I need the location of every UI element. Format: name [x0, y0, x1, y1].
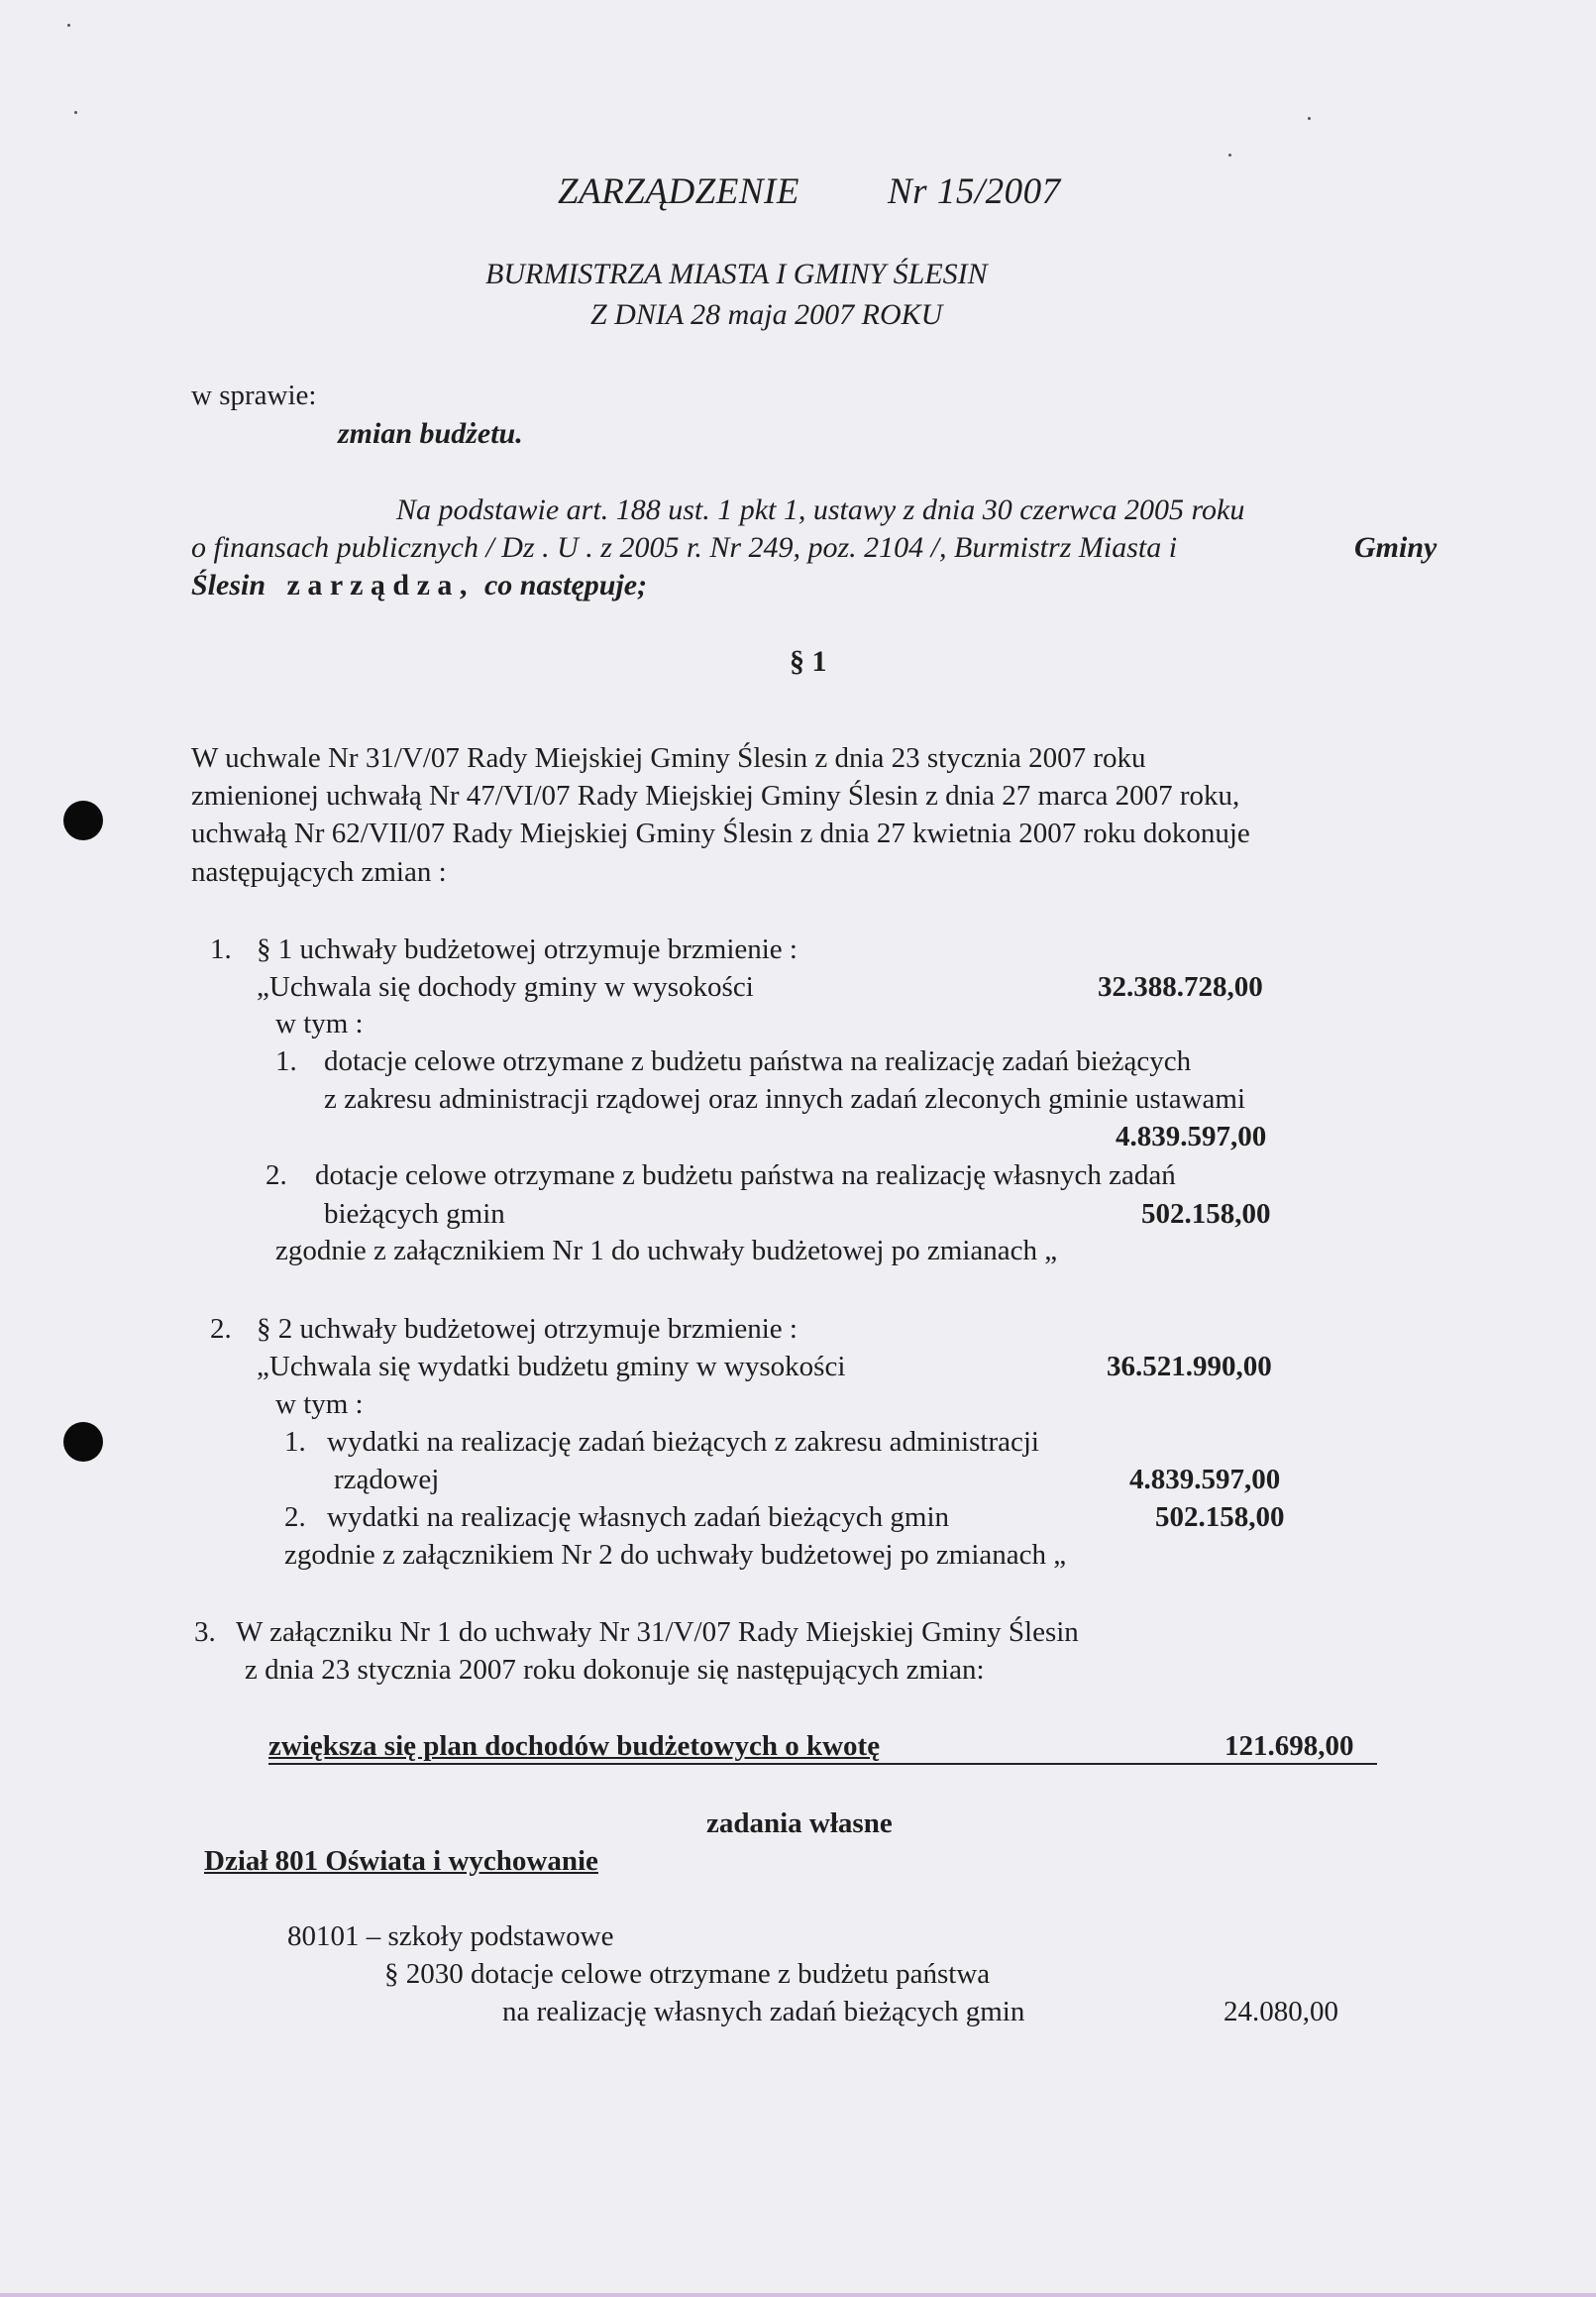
point3-line-1: W załączniku Nr 1 do uchwały Nr 31/V/07 Rady Miejskiej Gminy Ślesin [236, 1616, 1079, 1648]
title-left: ZARZĄDZENIE [558, 171, 799, 212]
point1-sub2-number: 2. [266, 1159, 287, 1191]
point2-sub1-line-2: rządowej [334, 1464, 440, 1495]
point2-sub2-number: 2. [284, 1501, 306, 1533]
preamble-follows: co następuje; [483, 569, 648, 602]
subtitle-issuer: BURMISTRZA MIASTA I GMINY ŚLESIN [485, 258, 988, 290]
point1-sub2-amount: 502.158,00 [1141, 1198, 1271, 1230]
preamble-line-2: o finansach publicznych / Dz . U . z 2005 r. Nr 249, poz. 2104 /, Burmistrz Miasta i [191, 531, 1178, 564]
point1-sub1-line-1: dotacje celowe otrzymane z budżetu państwa na realizację zadań bieżących [324, 1045, 1192, 1077]
point3-line-2: z dnia 23 stycznia 2007 roku dokonuje się następujących zmian: [245, 1654, 985, 1686]
subtitle-date-day: 28 maja [691, 298, 788, 331]
speck [1308, 117, 1311, 120]
point2-sub2-line-1: wydatki na realizację własnych zadań bieżących gmin [327, 1501, 950, 1533]
increase-amount: 121.698,00 [1224, 1730, 1354, 1762]
intro-line-1: W uchwale Nr 31/V/07 Rady Miejskiej Gminy Ślesin z dnia 23 stycznia 2007 roku [191, 742, 1146, 774]
increase-label: zwiększa się plan dochodów budżetowych o kwotę [268, 1730, 881, 1762]
point1-sub1-amount: 4.839.597,00 [1116, 1121, 1267, 1152]
point1-income-amount: 32.388.728,00 [1098, 971, 1263, 1003]
point1-sub2-line-1: dotacje celowe otrzymane z budżetu państwa na realizację własnych zadań [315, 1159, 1176, 1191]
speck [67, 24, 70, 27]
point1-number: 1. [210, 933, 232, 965]
sprawie-label: w sprawie: [191, 380, 317, 411]
point2-wtym: w tym : [275, 1388, 364, 1420]
preamble-line-3 [191, 569, 647, 602]
item-amount: 24.080,00 [1224, 1996, 1338, 2027]
point1-income-label: „Uchwala się dochody gminy w wysokości [257, 971, 754, 1003]
dzial-label: Dział 801 Oświata i wychowanie [204, 1845, 598, 1877]
subtitle-date [590, 298, 942, 332]
item-paragraph-line-1: § 2030 dotacje celowe otrzymane z budżetu państwa [384, 1958, 991, 1990]
point2-expense-amount: 36.521.990,00 [1107, 1351, 1272, 1382]
intro-line-3: uchwałą Nr 62/VII/07 Rady Miejskiej Gminy Ślesin z dnia 27 kwietnia 2007 roku dokonuje [191, 818, 1250, 849]
sprawie-value: zmian budżetu. [338, 417, 523, 450]
point1-head: § 1 uchwały budżetowej otrzymuje brzmienie : [257, 933, 798, 965]
point1-closing: zgodnie z załącznikiem Nr 1 do uchwały budżetowej po zmianach „ [275, 1235, 1058, 1266]
speck [74, 111, 77, 114]
point2-sub1-amount: 4.839.597,00 [1129, 1464, 1281, 1495]
point2-head: § 2 uchwały budżetowej otrzymuje brzmienie : [257, 1313, 798, 1345]
point3-number: 3. [194, 1616, 216, 1648]
title-right: Nr 15/2007 [888, 171, 1061, 212]
preamble-line-2-end: Gminy [1354, 531, 1437, 564]
item-paragraph-line-2: na realizację własnych zadań bieżących gmin [502, 1996, 1025, 2027]
punch-hole-bottom [63, 1422, 103, 1462]
point2-sub1-line-1: wydatki na realizację zadań bieżących z zakresu administracji [327, 1426, 1039, 1458]
scan-bottom-edge [0, 2293, 1596, 2297]
speck [1228, 154, 1231, 157]
point1-sub1-line-2: z zakresu administracji rządowej oraz innych zadań zleconych gminie ustawami [324, 1083, 1246, 1115]
point2-expense-label: „Uchwala się wydatki budżetu gminy w wysokości [257, 1351, 846, 1382]
intro-line-4: następujących zmian : [191, 856, 447, 888]
point1-sub2-line-2: bieżących gmin [324, 1198, 505, 1230]
point2-number: 2. [210, 1313, 232, 1345]
punch-hole-top [63, 801, 103, 840]
preamble-town: Ślesin [191, 569, 266, 602]
point1-sub1-number: 1. [275, 1045, 297, 1077]
intro-line-2: zmienionej uchwałą Nr 47/VI/07 Rady Miejskiej Gminy Ślesin z dnia 27 marca 2007 roku, [191, 780, 1240, 812]
section-mark: § 1 [790, 645, 827, 678]
point1-wtym: w tym : [275, 1008, 364, 1039]
point2-sub1-number: 1. [284, 1426, 306, 1458]
increase-underline [268, 1763, 1377, 1765]
point2-sub2-amount: 502.158,00 [1155, 1501, 1285, 1533]
preamble-decrees: z a r z ą d z a , [286, 569, 468, 602]
subtitle-date-prefix: Z DNIA [590, 298, 684, 331]
preamble-line-1: Na podstawie art. 188 ust. 1 pkt 1, ustawy z dnia 30 czerwca 2005 roku [396, 493, 1245, 526]
point2-closing: zgodnie z załącznikiem Nr 2 do uchwały budżetowej po zmianach „ [284, 1539, 1067, 1571]
tasks-heading: zadania własne [706, 1807, 893, 1839]
subtitle-date-suffix: 2007 ROKU [795, 298, 943, 331]
item-code: 80101 – szkoły podstawowe [287, 1920, 614, 1952]
